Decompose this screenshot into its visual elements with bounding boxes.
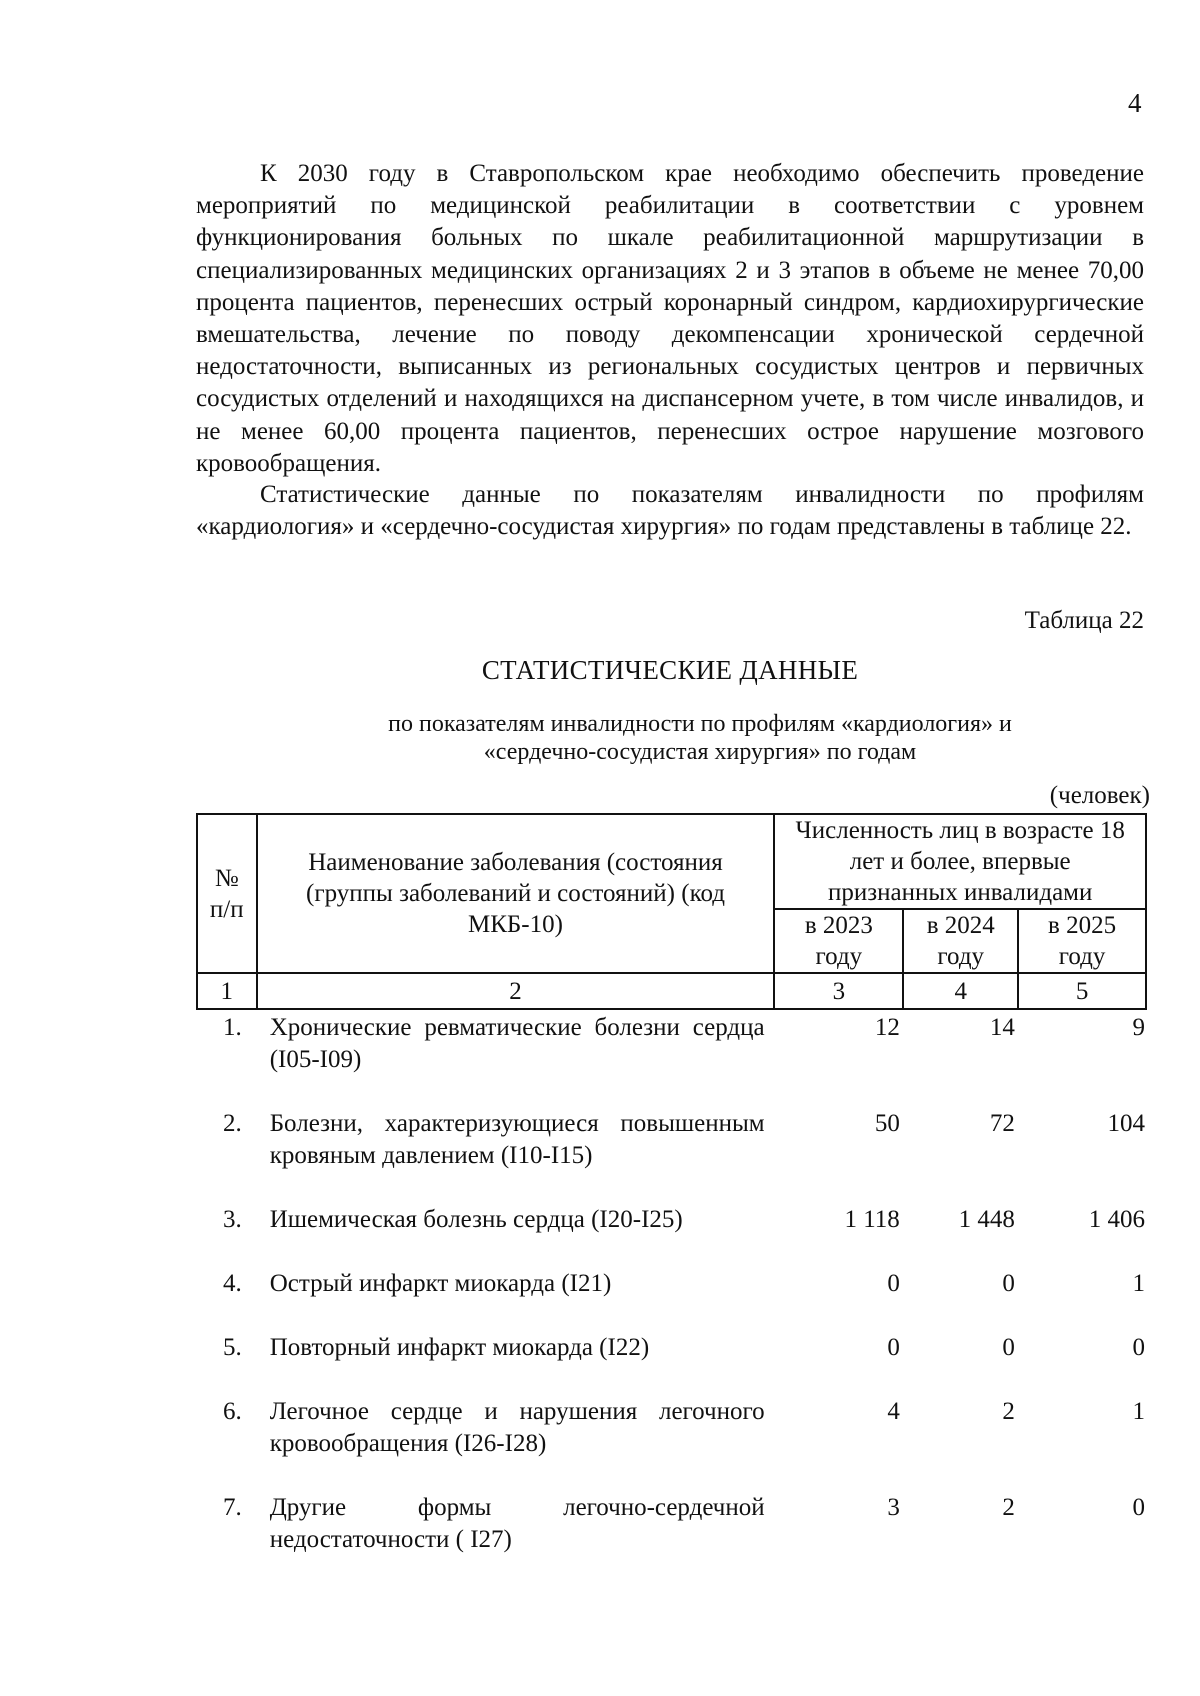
row-value-2025: 1 406 bbox=[1088, 1206, 1145, 1233]
header-disease-name: Наименование заболевания (состояния (группы заболеваний и состояний) (код МКБ-10) bbox=[257, 814, 775, 973]
row-number: 3. bbox=[222, 1206, 242, 1233]
row-value-2025: 0 bbox=[1132, 1334, 1145, 1361]
row-number: 1. bbox=[222, 1014, 242, 1041]
row-disease-name: Болезни, характеризующиеся повышенным кровяным давлением (I10-I15) bbox=[269, 1110, 765, 1169]
row-value-2025: 1 bbox=[1132, 1270, 1145, 1297]
row-value-2025: 104 bbox=[1107, 1110, 1145, 1137]
header-year-2023: в 2023 году bbox=[774, 909, 903, 973]
header-count: Численность лиц в возрасте 18 лет и более, впервые признанных инвалидами bbox=[774, 814, 1146, 909]
table-subtitle bbox=[320, 710, 1080, 766]
paragraph-statistics-intro: Статистические данные по показателям инвалидности по профилям «кардиология» и «сердечно-сосудистая хирургия» по годам представлены в таблице 22. bbox=[196, 481, 1144, 541]
table-row bbox=[196, 1012, 1147, 1108]
row-disease-name: Острый инфаркт миокарда (I21) bbox=[269, 1270, 612, 1297]
table-header bbox=[196, 813, 1147, 1010]
row-value-2023: 0 bbox=[887, 1270, 900, 1297]
column-number-2: 2 bbox=[257, 973, 775, 1009]
row-value-2024: 0 bbox=[1002, 1334, 1015, 1361]
row-value-2024: 2 bbox=[1002, 1398, 1015, 1425]
row-value-2023: 1 118 bbox=[844, 1206, 900, 1233]
row-number: 6. bbox=[222, 1398, 242, 1425]
row-number: 4. bbox=[222, 1270, 242, 1297]
row-value-2023: 50 bbox=[874, 1110, 900, 1137]
row-value-2024: 0 bbox=[1002, 1270, 1015, 1297]
table-row bbox=[196, 1204, 1147, 1268]
header-number bbox=[197, 814, 257, 973]
table-units: (человек) bbox=[1049, 782, 1150, 809]
table-subtitle-line-2: «сердечно-сосудистая хирургия» по годам bbox=[483, 739, 917, 765]
row-value-2023: 3 bbox=[887, 1494, 900, 1521]
row-number: 5. bbox=[222, 1334, 242, 1361]
row-disease-name: Ишемическая болезнь сердца (I20-I25) bbox=[269, 1206, 683, 1233]
row-value-2025: 1 bbox=[1132, 1398, 1145, 1425]
row-disease-name: Другие формы легочно-сердечной недостаточности ( I27) bbox=[269, 1494, 765, 1553]
table-title: СТАТИСТИЧЕСКИЕ ДАННЫЕ bbox=[481, 655, 859, 685]
row-number: 2. bbox=[222, 1110, 242, 1137]
page-number: 4 bbox=[1128, 88, 1142, 118]
row-value-2025: 9 bbox=[1132, 1014, 1145, 1041]
header-year-2025: в 2025 году bbox=[1018, 909, 1146, 973]
row-value-2024: 2 bbox=[1002, 1494, 1015, 1521]
row-value-2025: 0 bbox=[1132, 1494, 1145, 1521]
row-value-2024: 1 448 bbox=[958, 1206, 1015, 1233]
row-value-2023: 0 bbox=[887, 1334, 900, 1361]
row-disease-name: Повторный инфаркт миокарда (I22) bbox=[269, 1334, 650, 1361]
row-value-2023: 4 bbox=[887, 1398, 900, 1425]
column-number-5: 5 bbox=[1018, 973, 1146, 1009]
paragraph-rehabilitation: К 2030 году в Ставропольском крае необходимо обеспечить проведение мероприятий по медицинской реабилитации в соответствии с уровнем функционирования больных по шкале реабилитационной маршрутизации в специализированных медицинских организациях 2 и 3 этапов в объеме не менее 70,00 процента пациентов, перенесших острый коронарный синдром, кардиохирургические вмешательства, лечение по поводу декомпенсации хронической сердечной недостаточности, выписанных из региональных сосудистых центров и первичных сосудистых отделений и находящихся на диспансерном учете, в том числе инвалидов, и не менее 60,00 процента пациентов, перенесших острое нарушение мозгового кровообращения. bbox=[196, 160, 1144, 477]
table-row bbox=[196, 1332, 1147, 1396]
table-label: Таблица 22 bbox=[1024, 607, 1144, 634]
table-row bbox=[196, 1108, 1147, 1204]
table-row bbox=[196, 1492, 1147, 1562]
row-value-2023: 12 bbox=[874, 1014, 900, 1041]
table-subtitle-line-1: по показателям инвалидности по профилям «кардиология» и bbox=[388, 711, 1012, 737]
row-disease-name: Легочное сердце и нарушения легочного кровообращения (I26-I28) bbox=[269, 1398, 765, 1457]
table-body bbox=[196, 1012, 1147, 1562]
table-row bbox=[196, 1396, 1147, 1492]
row-value-2024: 72 bbox=[989, 1110, 1015, 1137]
table-row bbox=[196, 1268, 1147, 1332]
column-number-4: 4 bbox=[903, 973, 1018, 1009]
row-value-2024: 14 bbox=[989, 1014, 1015, 1041]
header-number-sign: № bbox=[214, 864, 239, 892]
row-disease-name: Хронические ревматические болезни сердца (I05-I09) bbox=[269, 1014, 765, 1073]
column-number-3: 3 bbox=[774, 973, 903, 1009]
column-number-1: 1 bbox=[197, 973, 257, 1009]
header-year-2024: в 2024 году bbox=[903, 909, 1018, 973]
header-number-abbr: п/п bbox=[209, 895, 244, 923]
row-number: 7. bbox=[222, 1494, 242, 1521]
